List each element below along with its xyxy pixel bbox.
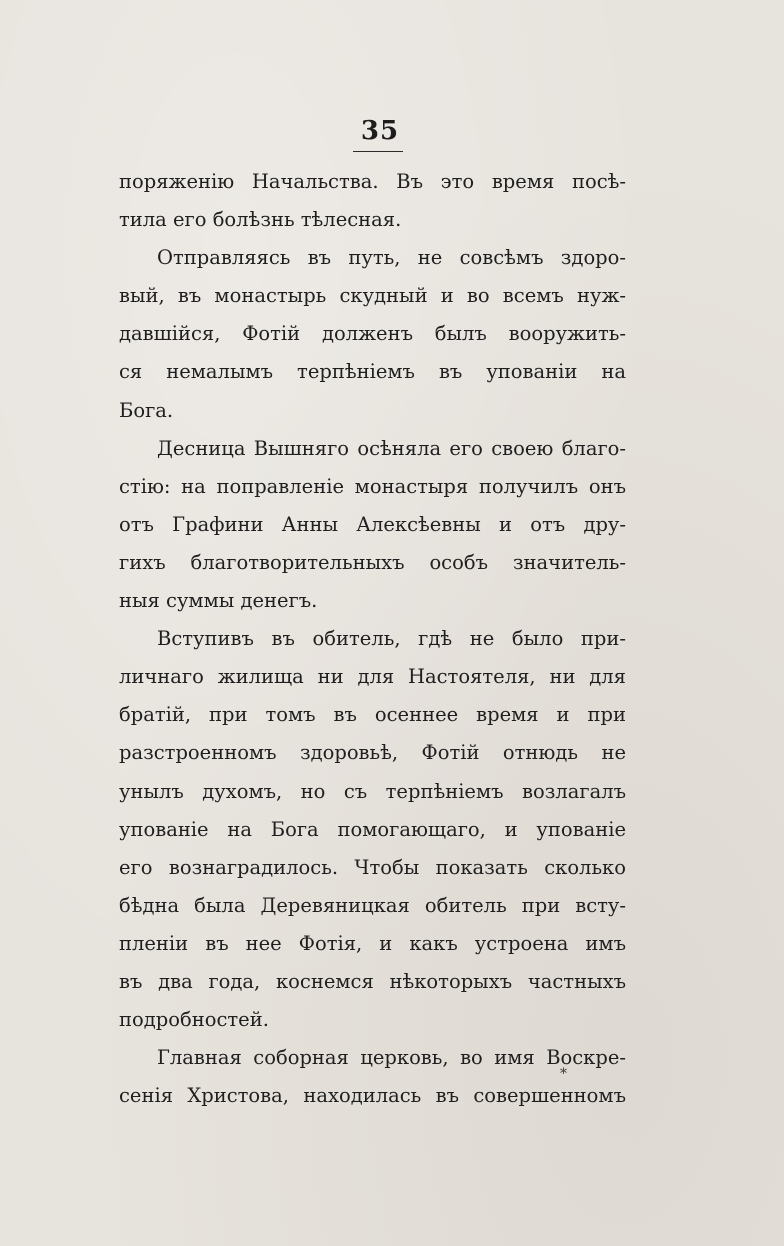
page-number-rule <box>353 151 403 152</box>
text-line: поряженію Начальства. Въ это время посѣ- <box>119 170 626 193</box>
text-line: пленіи въ нее Фотія, и какъ устроена имъ <box>119 931 626 955</box>
text-line: подробностей. <box>119 1008 269 1032</box>
text-line: бѣдна была Деревяницкая обитель при всту- <box>119 893 626 917</box>
text-line: вый, въ монастырь скудный и во всемъ нуж- <box>119 284 626 308</box>
text-line: Вступивъ въ обитель, гдѣ не было при- <box>157 627 626 651</box>
text-line: братій, при томъ въ осеннее время и при <box>119 703 626 727</box>
text-line: Главная соборная церковь, во имя Воскре- <box>157 1046 626 1070</box>
text-line: отъ Графини Анны Алексѣевны и отъ дру- <box>119 512 626 536</box>
signature-mark: * <box>560 1066 567 1082</box>
text-line: ся немалымъ терпѣніемъ въ упованіи на <box>119 360 626 384</box>
text-line: тила его болѣзнь тѣлесная. <box>119 208 402 232</box>
text-line: ныя суммы денегъ. <box>119 589 318 613</box>
text-line: его вознаградилось. Чтобы показать сколько <box>119 855 626 879</box>
text-line: личнаго жилища ни для Настоятеля, ни для <box>119 665 626 689</box>
text-line: разстроенномъ здоровьѣ, Фотій отнюдь не <box>119 741 626 765</box>
text-line: унылъ духомъ, но съ терпѣніемъ возлагалъ <box>119 779 626 803</box>
text-line: Десница Вышняго осѣняла его своею благо- <box>157 436 626 460</box>
text-line: упованіе на Бога помогающаго, и упованіе <box>119 817 626 841</box>
page-number: 35 <box>360 116 400 146</box>
text-line: давшійся, Фотій долженъ былъ вооружить- <box>119 322 626 346</box>
text-line: Отправляясь въ путь, не совсѣмъ здоро- <box>157 246 626 270</box>
text-line: стію: на поправленіе монастыря получилъ онъ <box>119 474 626 498</box>
text-line: въ два года, коснемся нѣкоторыхъ частныхъ <box>119 969 626 993</box>
text-line: гихъ благотворительныхъ особъ значитель- <box>119 550 626 574</box>
body-text <box>119 163 626 1115</box>
text-line: сенія Христова, находилась въ совершенномъ <box>119 1084 626 1108</box>
text-line: Бога. <box>119 398 174 422</box>
